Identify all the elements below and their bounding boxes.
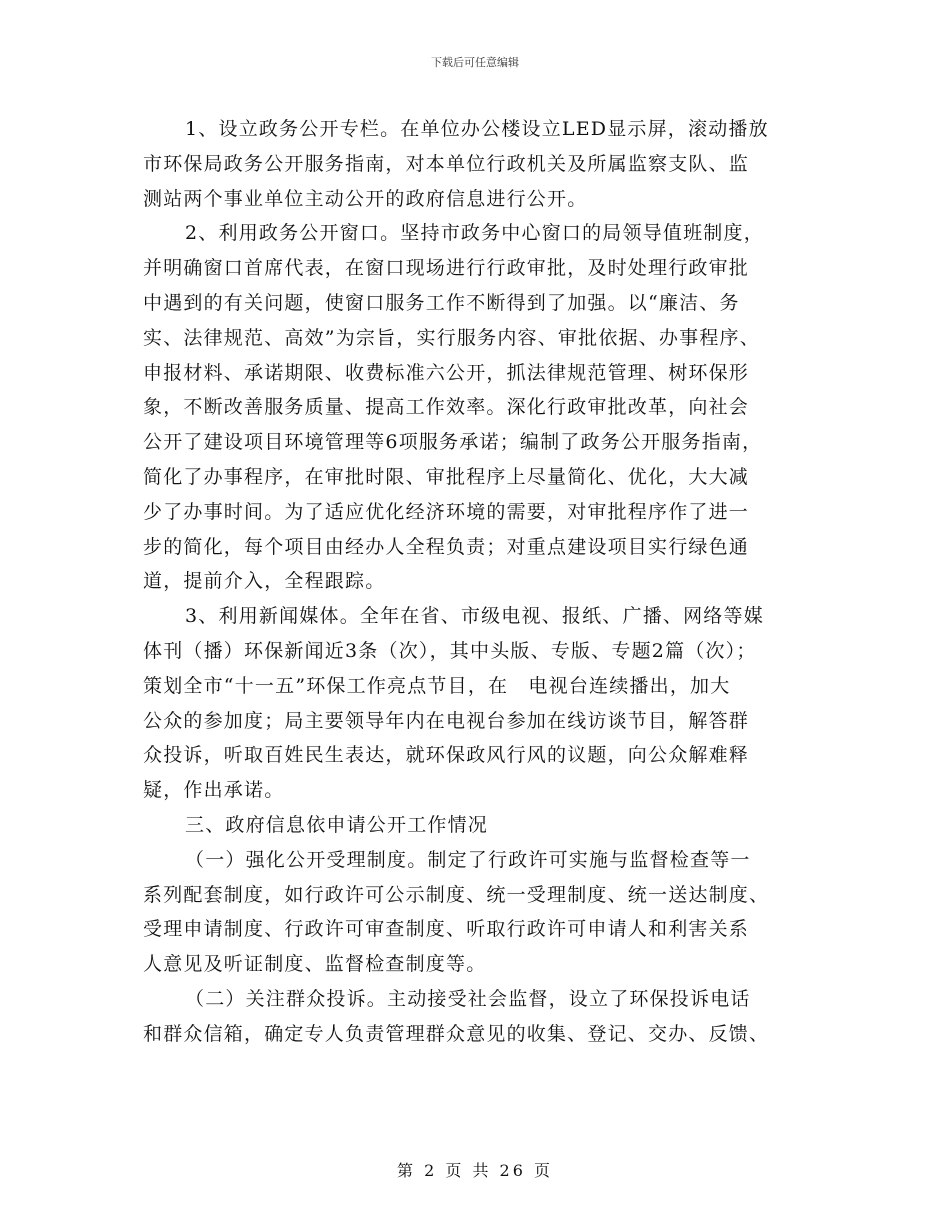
text-line: 人意见及听证制度、监督检查制度等。 [143, 953, 487, 976]
text-line: 步的简化，每个项目由经办人全程负责；对重点建设项目实行绿色通 [143, 535, 750, 558]
document-body [143, 112, 813, 1052]
text-line: 道，提前介入，全程跟踪。 [143, 570, 386, 593]
section-heading: 三、政府信息依申请公开工作情况 [185, 813, 489, 836]
text-line: 测站两个事业单位主动公开的政府信息进行公开。 [143, 187, 588, 210]
text-line: 市环保局政务公开服务指南，对本单位行政机关及所属监察支队、监 [143, 152, 750, 175]
text-line: 系列配套制度，如行政许可公示制度、统一受理制度、统一送达制度、 [143, 883, 770, 906]
text-line: 实、法律规范、高效”为宗旨，实行服务内容、审批依据、办事程序、 [143, 326, 760, 349]
text-line: 象，不断改善服务质量、提高工作效率。深化行政审批改革，向社会 [143, 396, 750, 419]
text-line: 3、利用新闻媒体。全年在省、市级电视、报纸、广播、网络等媒 [185, 605, 764, 628]
text-line: 疑，作出承诺。 [143, 779, 285, 802]
text-line: 体刊（播）环保新闻近3条（次），其中头版、专版、专题2篇（次）； [143, 639, 757, 662]
text-line: 中遇到的有关问题，使窗口服务工作不断得到了加强。以“廉洁、务 [143, 291, 740, 314]
text-line: 申报材料、承诺期限、收费标准六公开，抓法律规范管理、树环保形 [143, 361, 750, 384]
text-line: 少了办事时间。为了适应优化经济环境的需要，对审批程序作了进一 [143, 500, 750, 523]
text-line: 简化了办事程序，在审批时限、审批程序上尽量简化、优化，大大减 [143, 465, 750, 488]
page-header: 下载后可任意编辑 [431, 56, 519, 69]
text-line: 1、设立政务公开专栏。在单位办公楼设立LED显示屏，滚动播放 [185, 118, 769, 140]
text-line: 并明确窗口首席代表，在窗口现场进行行政审批，及时处理行政审批 [143, 257, 750, 280]
text-line: 和群众信箱，确定专人负责管理群众意见的收集、登记、交办、反馈、 [143, 1022, 770, 1045]
text-line: 2、利用政务公开窗口。坚持市政务中心窗口的局领导值班制度， [185, 222, 764, 245]
text-line: （一）强化公开受理制度。制定了行政许可实施与监督检查等一 [185, 848, 751, 871]
text-line: （二）关注群众投诉。主动接受社会监督，设立了环保投诉电话 [185, 987, 751, 1010]
text-line: 众投诉，听取百姓民生表达，就环保政风行风的议题，向公众解难释 [143, 744, 750, 767]
text-line: 受理申请制度、行政许可审查制度、听取行政许可申请人和利害关系 [143, 918, 750, 941]
text-line: 公开了建设项目环境管理等6项服务承诺；编制了政务公开服务指南， [143, 431, 763, 454]
page-number: 第 2 页 共 26 页 [397, 1161, 553, 1180]
text-line: 策划全市“十一五”环保工作亮点节目，在 电视台连续播出，加大 [143, 674, 731, 697]
text-line: 公众的参加度；局主要领导年内在电视台参加在线访谈节目，解答群 [143, 709, 750, 732]
